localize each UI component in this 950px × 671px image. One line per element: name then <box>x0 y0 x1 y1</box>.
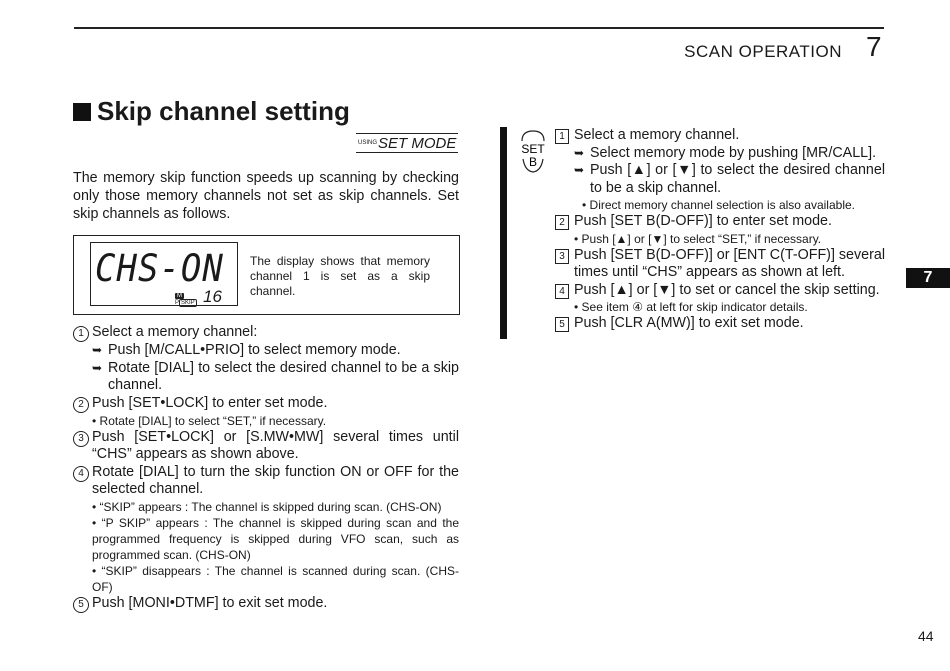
step-2 <box>73 395 459 413</box>
sub-step-text: Push [▲] or [▼] to select the desired channel to be a skip channel. <box>590 162 885 196</box>
step-3 <box>555 247 885 282</box>
step-text: Select a memory channel: <box>92 324 258 340</box>
arrow-icon: ➥ <box>574 163 585 177</box>
lcd-main-text: CHS-ON <box>95 247 224 291</box>
step-number: 2 <box>73 397 89 413</box>
step-text: Push [SET B(D-OFF)] or [ENT C(T-OFF)] several times until “CHS” appears as shown at left. <box>574 246 885 280</box>
step-text: Push [SET B(D-OFF)] to enter set mode. <box>574 213 832 229</box>
set-b-key-icon <box>519 129 547 174</box>
lcd-p-label: P <box>175 300 180 306</box>
step-note: • Push [▲] or [▼] to select “SET,” if necessary. <box>574 231 822 246</box>
vertical-bar <box>500 127 507 339</box>
step-4 <box>555 282 885 300</box>
step-4 <box>73 464 459 499</box>
lcd-memory-icon: M <box>177 293 182 299</box>
top-rule <box>74 27 884 29</box>
step-text: Push [CLR A(MW)] to exit set mode. <box>574 315 804 331</box>
step-3 <box>73 429 459 464</box>
step-note: • “P SKIP” appears : The channel is skipped during scan and the programmed frequency is skipped during VFO scan, such as programmed scan. (CHS-ON) <box>92 515 459 562</box>
sub-step-note: • Direct memory channel selection is also available. <box>582 198 855 212</box>
step-number: 1 <box>73 326 89 342</box>
arrow-icon: ➥ <box>574 145 585 160</box>
sub-step <box>574 162 885 197</box>
section-title: SCAN OPERATION <box>684 42 842 61</box>
step-text: Push [MONI•DTMF] to exit set mode. <box>92 594 328 611</box>
step-2 <box>555 213 885 231</box>
sub-step <box>92 360 459 395</box>
step-note: • “SKIP” appears : The channel is skipped during scan. (CHS-ON) <box>92 499 442 514</box>
left-procedure <box>73 324 459 613</box>
page-title <box>73 96 350 127</box>
set-mode-label: SET MODE <box>378 135 457 152</box>
step-text: Select a memory channel. <box>574 127 740 143</box>
right-procedure <box>555 127 885 333</box>
step-text: Push [SET•LOCK] to enter set mode. <box>92 394 328 411</box>
step-1 <box>73 324 459 342</box>
step-text: Push [▲] or [▼] to set or cancel the skip setting. <box>574 281 880 298</box>
chapter-number: 7 <box>866 31 882 62</box>
set-b-key-line2: B <box>528 155 538 169</box>
arrow-icon: ➥ <box>92 360 103 375</box>
step-number: 4 <box>73 466 89 482</box>
chapter-tab: 7 <box>906 268 950 288</box>
step-note: • “SKIP” disappears : The channel is scanned during scan. (CHS-OF) <box>92 563 459 594</box>
sub-step <box>92 342 459 360</box>
step-number: 1 <box>555 129 569 144</box>
set-mode-badge <box>356 133 458 153</box>
page-title-text: Skip channel setting <box>97 96 350 126</box>
step-number: 4 <box>555 284 569 299</box>
lcd-channel-number: 16 <box>203 287 222 306</box>
sub-step <box>574 145 885 163</box>
step-number: 5 <box>555 317 569 332</box>
sub-step-text: Select memory mode by pushing [MR/CALL]. <box>590 144 877 161</box>
lcd-display <box>90 242 238 306</box>
square-bullet-icon <box>73 103 91 121</box>
display-caption: The display shows that memory channel 1 is set as a skip channel. <box>250 254 430 298</box>
step-text: Push [SET•LOCK] or [S.MW•MW] several times until “CHS” appears as shown above. <box>92 428 459 462</box>
step-number: 2 <box>555 215 569 230</box>
using-label: USING <box>358 140 378 146</box>
sub-step-text: Push [M/CALL•PRIO] to select memory mode. <box>108 342 401 358</box>
lcd-skip-icon: SKIP <box>181 300 195 306</box>
step-text: Rotate [DIAL] to turn the skip function ON or OFF for the selected channel. <box>92 463 459 497</box>
arrow-icon: ➥ <box>92 343 103 357</box>
step-1 <box>555 127 885 145</box>
lcd-skip-indicator <box>175 293 197 307</box>
display-figure <box>73 235 460 315</box>
page-number: 44 <box>918 628 934 644</box>
step-5 <box>555 315 885 333</box>
intro-paragraph: The memory skip function speeds up scanning by checking only those memory channels not set as skip channels. Set skip channels as follows. <box>73 170 459 222</box>
step-5 <box>73 595 459 613</box>
step-number: 3 <box>73 431 89 447</box>
set-b-key-line1: SET <box>521 142 545 156</box>
step-number: 3 <box>555 249 569 264</box>
step-number: 5 <box>73 597 89 613</box>
sub-step-text: Rotate [DIAL] to select the desired channel to be a skip channel. <box>108 359 459 393</box>
step-note: • See item ④ at left for skip indicator details. <box>574 300 808 314</box>
step-note: • Rotate [DIAL] to select “SET,” if necessary. <box>92 413 327 428</box>
